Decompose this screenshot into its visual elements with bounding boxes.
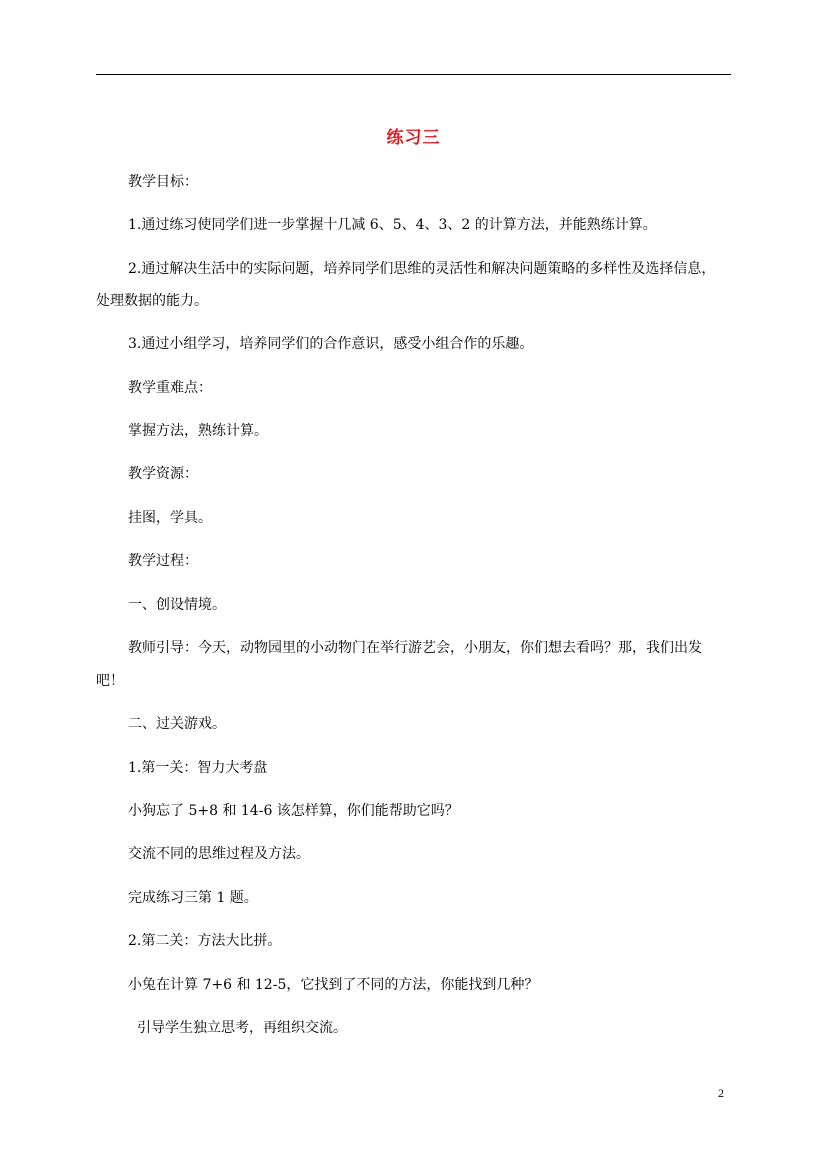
level-two-question: 小兔在计算 7+6 和 12-5，它找到了不同的方法，你能找到几种？ — [128, 977, 539, 993]
section-heading-objectives: 教学目标： — [128, 174, 198, 190]
document-title: 练习三 — [386, 128, 441, 148]
objective-1: 1.通过练习使同学们进一步掌握十几减 6、5、4、3、2 的计算方法，并能熟练计算。 — [128, 217, 657, 233]
section-heading-process: 教学过程： — [128, 553, 198, 569]
objective-2: 2.通过解决生活中的实际问题，培养同学们思维的灵活性和解决问题策略的多样性及选择信息， — [128, 261, 716, 277]
section-heading-resources: 教学资源： — [128, 466, 198, 482]
section-heading-key-points: 教学重难点： — [128, 380, 212, 396]
level-one-exercise: 完成练习三第 1 题。 — [128, 890, 258, 906]
level-two-guidance: 引导学生独立思考，再组织交流。 — [137, 1020, 347, 1036]
objective-2-continued: 处理数据的能力。 — [96, 293, 208, 309]
header-rule — [96, 74, 731, 75]
step-one-heading: 一、创设情境。 — [128, 597, 226, 613]
level-one-question: 小狗忘了 5+8 和 14-6 该怎样算，你们能帮助它吗？ — [128, 803, 459, 819]
objective-3: 3.通过小组学习，培养同学们的合作意识，感受小组合作的乐趣。 — [128, 336, 534, 352]
teacher-guide-text: 教师引导：今天，动物园里的小动物门在举行游艺会，小朋友，你们想去看吗？那，我们出发 — [128, 640, 702, 656]
teacher-guide-continued: 吧！ — [96, 673, 124, 689]
key-points-text: 掌握方法，熟练计算。 — [128, 423, 268, 439]
level-one-exchange: 交流不同的思维过程及方法。 — [128, 846, 310, 862]
page-number: 2 — [718, 1086, 724, 1100]
step-two-heading: 二、过关游戏。 — [128, 716, 226, 732]
resources-text: 挂图，学具。 — [128, 510, 212, 526]
level-two-heading: 2.第二关：方法大比拼。 — [128, 933, 282, 949]
level-one-heading: 1.第一关：智力大考盘 — [128, 760, 268, 776]
